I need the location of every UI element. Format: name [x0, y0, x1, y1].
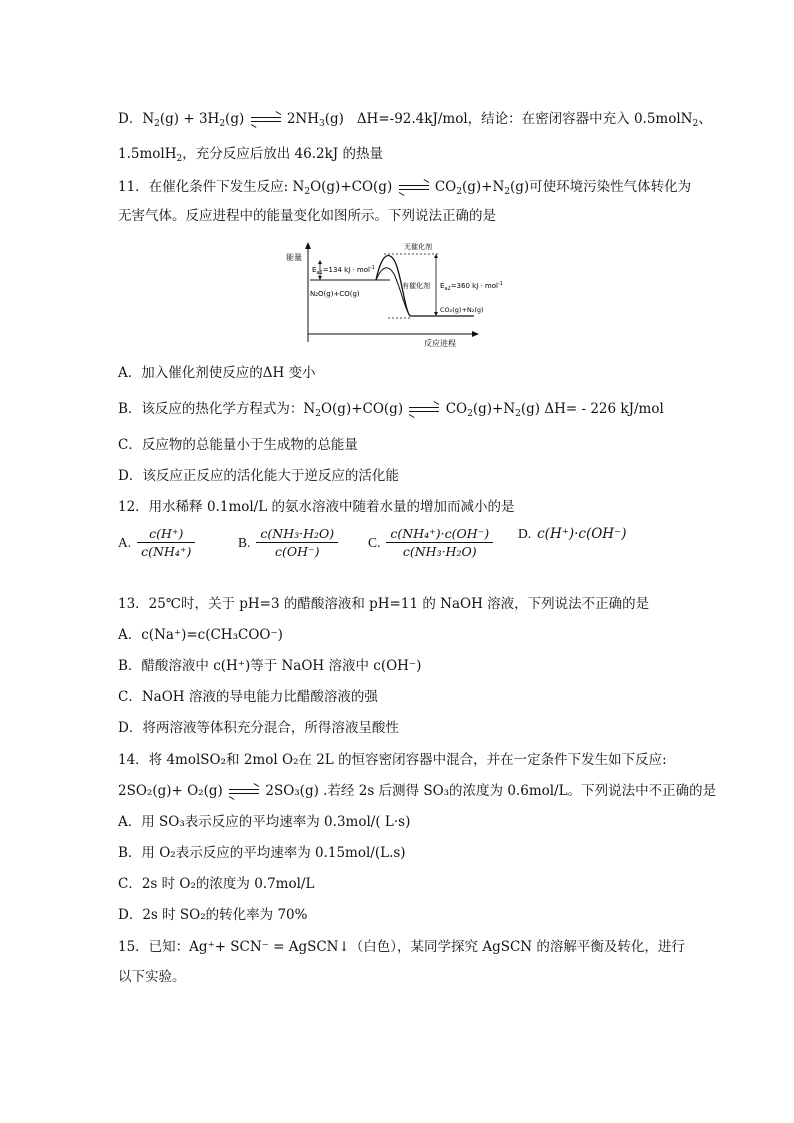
- ea1-label: $E_{a1}=134$ kJ · mol$^{-1}$: [312, 265, 375, 276]
- energy-profile-diagram: [286, 240, 503, 350]
- q14-option-b: B．用 O₂表示反应的平均速率为 0.15mol/(L.s): [118, 845, 406, 861]
- y-axis-label: 能量: [286, 253, 302, 262]
- q12-stem: 12．用水稀释 0.1mol/L 的氨水溶液中随着水量的增加而减小的是: [118, 499, 515, 515]
- uncatalyzed-label: 无催化剂: [404, 243, 432, 251]
- q12-option-c: C. $\frac{\text{c(NH₄⁺)·c(OH⁻)}}{\text{c(NH₃·H₂O)}}$: [368, 526, 493, 559]
- q11-option-a: A．加入催化剂使反应的ΔH 变小: [118, 365, 316, 381]
- ea2-label: $E_{a2}=360$ kJ · mol$^{-1}$: [440, 281, 503, 292]
- equilibrium-arrow-icon: [409, 406, 439, 414]
- catalyzed-label: 有催化剂: [402, 282, 430, 290]
- q14-stem: 14．将 4molSO₂和 2mol O₂在 2L 的恒容密闭容器中混合，并在一定条件下发生如下反应:: [118, 752, 667, 768]
- q13-option-a: A．c(Na⁺)=c(CH₃COO⁻): [118, 627, 283, 643]
- q11-option-d: D．该反应正反应的活化能大于逆反应的活化能: [118, 468, 399, 484]
- q15-stem-line2: 以下实验。: [118, 969, 186, 985]
- q13-option-c: C．NaOH 溶液的导电能力比醋酸溶液的强: [118, 689, 378, 705]
- q11-stem-line2: 无害气体。反应进程中的能量变化如图所示。下列说法正确的是: [118, 208, 496, 224]
- q14-option-d: D．2s 时 SO₂的转化率为 70%: [118, 907, 308, 923]
- catalyzed-curve: [376, 268, 410, 316]
- q10-option-d: D．$N_2(g) + 3H_2(g)$ $2NH_3(g)$ ΔH=-92.4kJ/mol，结论：在密闭容器中充入 0.5molN$_2$、: [118, 111, 712, 129]
- q13-option-b: B．醋酸溶液中 c(H⁺)等于 NaOH 溶液中 c(OH⁻): [118, 658, 422, 674]
- q14-stem-line2: 2SO₂(g)+ O₂(g) 2SO₃(g) .若经 2s 后测得 SO₃的浓度为 0.6mol/L。下列说法中不正确的是: [118, 783, 717, 799]
- q11-option-b: B．该反应的热化学方程式为：$N_2O(g)+CO(g)$ $CO_2(g)+N_2(g)$ ΔH= - 226 kJ/mol: [118, 401, 664, 419]
- q11-option-c: C．反应物的总能量小于生成物的总能量: [118, 437, 358, 453]
- q13-stem: 13．25℃时，关于 pH=3 的醋酸溶液和 pH=11 的 NaOH 溶液，下列说法不正确的是: [118, 596, 650, 612]
- q12-option-d: D. c(H⁺)·c(OH⁻): [518, 526, 627, 542]
- q15-stem: 15．已知：Ag⁺+ SCN⁻ = AgSCN↓（白色），某同学探究 AgSCN 的溶解平衡及转化，进行: [118, 939, 685, 955]
- equilibrium-arrow-icon: [229, 788, 259, 796]
- x-axis-label: 反应进程: [424, 339, 456, 348]
- q14-option-a: A．用 SO₃表示反应的平均速率为 0.3mol/( L·s): [118, 814, 411, 830]
- q12-option-b: B. $\frac{\text{c(NH₃·H₂O)}}{c(OH^-)}$: [238, 526, 338, 559]
- equilibrium-arrow-icon: [251, 116, 281, 124]
- reactants-label: N₂O(g)+CO(g): [310, 290, 360, 298]
- q10-option-d-line2: 1.5molH$_2$，充分反应后放出 46.2kJ 的热量: [118, 146, 383, 164]
- q11-stem: 11．在催化条件下发生反应: $N_2O(g)+CO(g)$ $CO_2(g)+N_2(g)$可使环境污染性气体转化为: [118, 179, 692, 197]
- q13-option-d: D．将两溶液等体积充分混合，所得溶液呈酸性: [118, 720, 399, 736]
- equilibrium-arrow-icon: [399, 184, 429, 192]
- q12-option-a: A. $\frac{c(H^+)}{\text{c(NH₄⁺)}}$: [118, 526, 195, 559]
- products-label: CO₂(g)+N₂(g): [440, 306, 484, 314]
- q14-option-c: C．2s 时 O₂的浓度为 0.7mol/L: [118, 876, 315, 892]
